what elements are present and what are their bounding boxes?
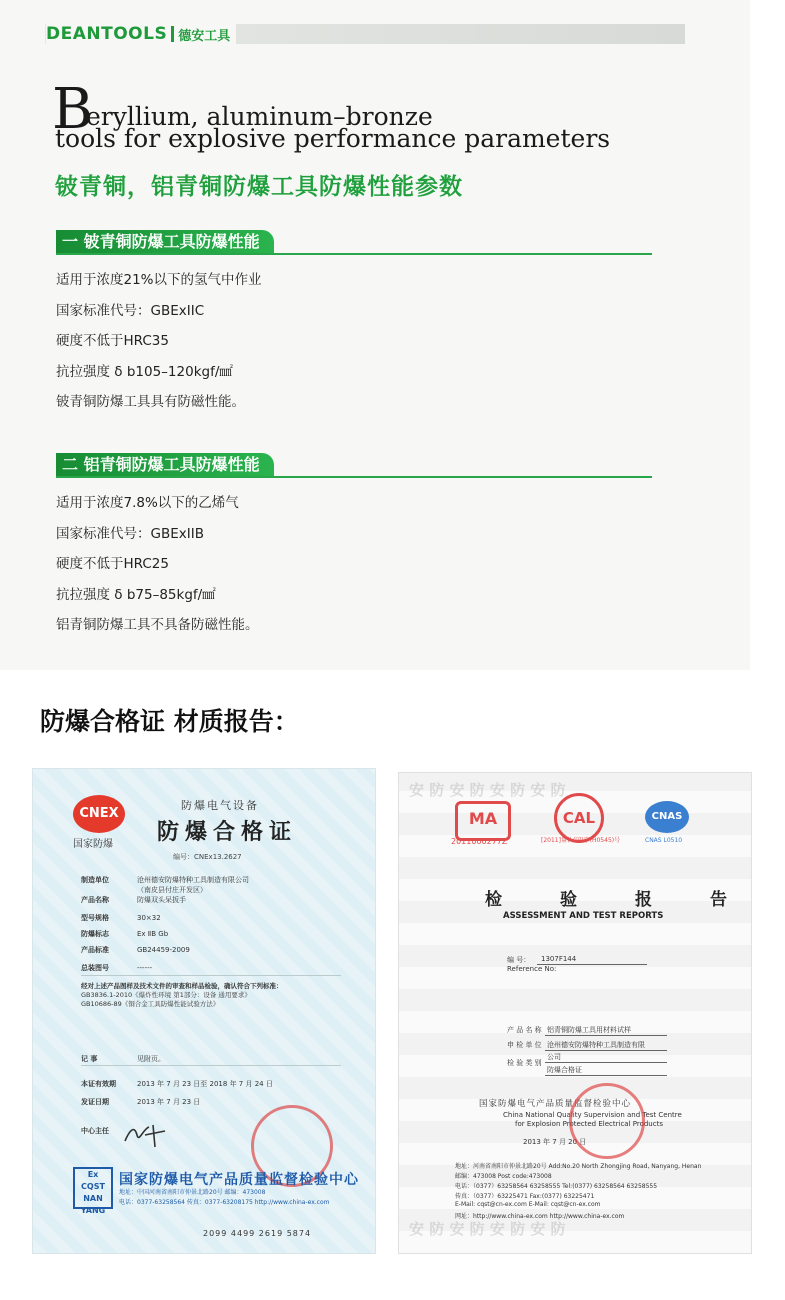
report-footer-line: 地址：河南省南阳市仲景北路20号 Add:No.20 North Zhongjing Road, Nanyang, Henan	[455, 1163, 702, 1170]
section-divider	[56, 253, 652, 255]
report-footer-line: E-Mail: cqst@cn-ex.com E-Mail: cqst@cn-ex.com	[455, 1201, 601, 1208]
material-test-report	[398, 772, 785, 1254]
brand-logo	[46, 24, 236, 44]
certificate-issue-date: 发证日期 2013 年 7 月 23 日	[81, 1098, 201, 1106]
issuing-center-name: 国家防爆电气产品质量监督检验中心	[119, 1172, 359, 1188]
report-ref-value: 1307F144	[541, 955, 577, 963]
certificate-divider	[81, 1065, 341, 1066]
cnex-logo-caption: 国家防爆	[73, 839, 113, 850]
report-footer-line: 电话：（0377）63258564 63258555 Tel:(0377) 63258564 63258555	[455, 1183, 658, 1190]
spec-line: 国家标准代号：GBExIIC	[56, 302, 205, 319]
certificate-field: 型号规格 30×32	[81, 914, 161, 922]
report-kind-value: 防爆合格证	[547, 1066, 582, 1074]
report-footer-line: 传真：（0377）63225471 Fax:(0377) 63225471	[455, 1193, 595, 1200]
report-applicant-label: 申 检 单 位	[507, 1041, 542, 1049]
issuing-center-contact: 电话：0377-63258564 传真：0377-63208175 http://www.china-ex.com	[119, 1199, 330, 1206]
section-lines-aluminum	[56, 488, 259, 641]
field-underline	[545, 1035, 667, 1036]
spec-line: 适用于浓度7.8%以下的乙烯气	[56, 495, 239, 511]
spec-line: 抗拉强度 δ b105–120kgf/㎟	[56, 363, 233, 380]
spec-line: 铍青铜防爆工具具有防磁性能。	[56, 394, 245, 410]
certificate-field: 总装图号 ------	[81, 964, 153, 972]
spec-line: 抗拉强度 δ b75–85kgf/㎟	[56, 586, 216, 603]
report-applicant-value-2: 公司	[547, 1053, 561, 1061]
certificate-divider	[81, 975, 341, 976]
section-heading-beryllium	[56, 230, 652, 256]
section-heading-aluminum	[56, 453, 652, 479]
report-center-name: 国家防爆电气产品质量监督检验中心	[479, 1099, 632, 1109]
field-underline	[545, 1062, 667, 1063]
report-title: 检验报告	[485, 890, 785, 910]
cma-number: 2011000277Z	[451, 837, 508, 846]
certificate-standard: GB10686-89《铜合金工具防爆性能试验方法》	[81, 1000, 220, 1008]
certificate-validity: 本证有效期 2013 年 7 月 23 日至 2018 年 7 月 24 日	[81, 1080, 273, 1088]
report-date: 2013 年 7 月 20 日	[523, 1138, 587, 1146]
spec-line: 硬度不低于HRC25	[56, 556, 169, 572]
report-kind-label: 检 验 类 别	[507, 1059, 542, 1067]
report-applicant-value: 沧州德安防爆特种工具制造有限	[547, 1041, 645, 1049]
report-title-en: ASSESSMENT AND TEST REPORTS	[503, 911, 664, 921]
watermark: 安 防 安 防 安 防 安 防	[409, 1220, 566, 1238]
certificate-serial: 2099 4499 2619 5874	[203, 1229, 312, 1238]
spec-line: 硬度不低于HRC35	[56, 333, 169, 349]
report-product-label: 产 品 名 称	[507, 1026, 542, 1034]
certificate-field: （南皮县付庄开发区）	[137, 886, 207, 894]
certificate-remark: 记 事 见附页。	[81, 1055, 165, 1063]
certificate-field: 防爆标志 Ex ⅡB Gb	[81, 930, 169, 938]
cqst-logo: Ex CQST NAN YANG	[73, 1167, 113, 1209]
title-line-2: tools for explosive performance parameters	[55, 124, 611, 153]
report-ref-label: 编 号：	[507, 956, 531, 964]
cal-number: [2011]量认(国)字(H0545)号	[541, 837, 621, 844]
cnas-number: CNAS L0510	[645, 837, 683, 844]
brand-name-en: DEANTOOLS	[46, 24, 168, 44]
report-footer-line: 网址：http://www.china-ex.com http://www.china-ex.com	[455, 1213, 625, 1220]
cma-mark: MA	[455, 801, 511, 841]
section-heading-label: 一 铍青铜防爆工具防爆性能	[56, 230, 274, 254]
page-title-cn: 铍青铜，铝青铜防爆工具防爆性能参数	[55, 174, 463, 200]
report-seal	[569, 1083, 645, 1159]
certificate-field: 制造单位 沧州德安防爆特种工具制造有限公司	[81, 876, 249, 884]
field-underline	[545, 1050, 667, 1051]
director-signature	[121, 1121, 173, 1149]
title-line-1: eryllium, aluminum–bronze	[86, 102, 433, 131]
certificate-director: 中心主任	[81, 1127, 109, 1135]
brand-name-cn: 德安工具	[178, 28, 231, 44]
certificate-field: 产品名称 防爆双头呆扳手	[81, 896, 186, 904]
certificates-heading: 防爆合格证 材质报告：	[40, 707, 299, 736]
cnex-logo: CNEX	[73, 795, 125, 833]
explosion-proof-certificate	[32, 768, 376, 1254]
cnas-mark: CNAS	[645, 801, 689, 833]
report-center-name-en-2: for Explosion Protected Electrical Products	[515, 1120, 663, 1128]
title-initial: B	[52, 77, 94, 142]
certificate-number: 编号：CNEx13.2627	[173, 853, 242, 861]
report-footer-line: 邮编：473008 Post code:473008	[455, 1173, 552, 1180]
spec-line: 适用于浓度21%以下的氢气中作业	[56, 272, 262, 288]
spec-line: 铝青铜防爆工具不具备防磁性能。	[56, 617, 259, 633]
certificate-subtitle: 防爆电气设备	[181, 799, 259, 812]
section-lines-beryllium	[56, 265, 262, 418]
report-ref-label-en: Reference No:	[507, 965, 557, 973]
report-product-value: 铝青铜防爆工具用材料试样	[547, 1026, 631, 1034]
certificate-title: 防爆合格证	[157, 820, 298, 845]
section-heading-label: 二 铝青铜防爆工具防爆性能	[56, 453, 274, 477]
watermark: 安 防 安 防 安 防 安 防	[409, 781, 566, 799]
brand-divider	[171, 26, 174, 42]
page-title-en	[52, 77, 611, 153]
cal-mark: CAL	[554, 793, 604, 843]
certificate-statement: 经对上述产品图样及技术文件的审查和样品检验，确认符合下列标准：	[81, 982, 283, 990]
spec-panel	[0, 0, 750, 670]
issuing-center-address: 地址：中国河南省南阳市仲景北路20号 邮编：473008	[119, 1189, 266, 1196]
section-divider	[56, 476, 652, 478]
certificate-standard: GB3836.1-2010《爆炸性环境 第1部分：设备 通用要求》	[81, 991, 251, 999]
report-center-name-en: China National Quality Supervision and Test Centre	[503, 1111, 682, 1119]
field-underline	[545, 1075, 667, 1076]
certificate-field: 产品标准 GB24459-2009	[81, 946, 190, 954]
spec-line: 国家标准代号：GBExIIB	[56, 525, 204, 542]
